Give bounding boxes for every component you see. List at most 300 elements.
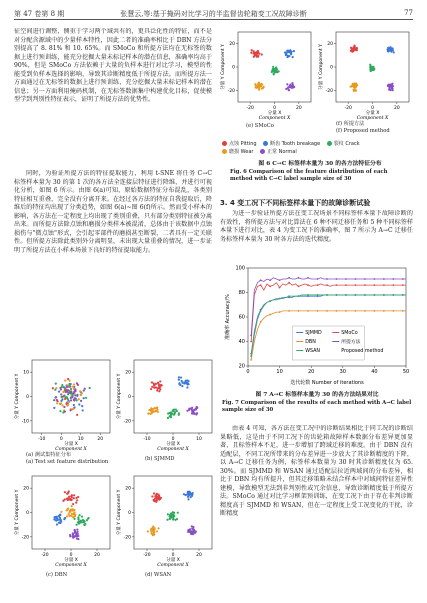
x-tick-label: 0 <box>171 437 175 442</box>
scatter-point <box>55 387 57 389</box>
series-point <box>336 284 338 286</box>
scatter-point <box>54 518 56 520</box>
scatter-point <box>257 50 259 52</box>
scatter-point <box>73 494 75 496</box>
scatter-point <box>60 393 62 395</box>
scatter-point <box>70 388 72 390</box>
scatter-point <box>69 385 71 387</box>
scatter-point <box>64 411 66 413</box>
x-axis-label: 分量 X <box>166 558 180 563</box>
y-tick-label: 0 <box>330 65 333 71</box>
scatter-point <box>81 405 83 407</box>
scatter-d <box>116 472 216 571</box>
legend-label: 点蚀 Pitting <box>229 141 257 147</box>
series-point <box>317 310 319 312</box>
scatter-point <box>261 53 263 55</box>
scatter-point <box>76 524 78 526</box>
scatter-point <box>60 511 62 513</box>
scatter-point <box>157 411 159 413</box>
scatter-point <box>53 516 55 518</box>
series-point <box>355 284 357 286</box>
scatter-point <box>56 402 58 404</box>
x-tick-label: 0 <box>371 106 374 111</box>
y-tick-label: 0 <box>26 395 29 400</box>
scatter-point <box>154 500 156 502</box>
journal-volume: 第 47 卷第 8 期 <box>14 10 65 18</box>
scatter-point <box>74 514 76 516</box>
page-number: 77 <box>404 9 413 17</box>
scatter-point <box>59 410 61 412</box>
paragraph: 由表 4 可知，各方法在变工况中的诊断结果相比于同工况的诊断结果略低，这是由于不同工况下的齿轮箱故障样本数据分布差异更加显著，且标签样本不足，进一步增加了跨域迁移的难度。由于 DBN 没有适配层，不同工况所带来的分布差异进一步放大了其诊断精度的下降，以 A→C 迁移任务为例，标签样本数量为 30 时其诊断精度仅为 65. 30%。而 SJMMD 和 WSAN 通过适配层拉近两域间的分布差异，相比于 DBN 均有所提升，但其迁移策略未结合样本中对域间特征差异性建模，导致模型无法到非判别性或冗余信息，导致诊断精度低于所提方法。SMoCo 通过对比学习框架预训练，在变工况下由于存在非判诊断精度高于 SJMMD 和 WSAN，但在一定程度上受工况变化的干扰，诊断精度 <box>220 425 413 517</box>
scatter-point <box>251 49 253 51</box>
x-axis-label: 迭代轮数 Number of iterations <box>290 380 364 386</box>
series-point <box>364 284 366 286</box>
series-point <box>345 284 347 286</box>
series-point <box>383 310 385 312</box>
scatter-c-svg <box>14 472 114 567</box>
x-tick-label: -20 <box>246 106 254 111</box>
scatter-point <box>388 85 390 87</box>
plot-frame <box>134 360 212 433</box>
x-tick-label: 0 <box>59 437 63 442</box>
x-tick-label: -20 <box>143 553 151 558</box>
series-point <box>269 300 271 302</box>
scatter-point <box>186 386 188 388</box>
scatter-point <box>61 404 63 406</box>
scatter-point <box>150 411 152 413</box>
scatter-point <box>167 417 169 419</box>
series-point <box>317 294 319 296</box>
y-tick-label: 60 <box>238 314 245 321</box>
scatter-point <box>195 413 197 415</box>
scatter-point <box>78 514 80 516</box>
scatter-point <box>76 529 78 531</box>
scatter-point <box>253 50 255 52</box>
scatter-point <box>353 90 355 92</box>
scatter-point <box>178 414 180 416</box>
right-column-text-2 <box>220 425 413 597</box>
legend-label: 磨损 Wear <box>229 149 254 155</box>
scatter-point <box>77 518 79 520</box>
scatter-point <box>63 518 65 520</box>
scatter-point <box>72 508 74 510</box>
scatter-point <box>66 515 68 517</box>
x-tick-label: 10 <box>77 437 84 442</box>
series-point <box>392 294 394 296</box>
scatter-point <box>156 389 158 391</box>
x-axis-label: 分量 X <box>64 442 78 447</box>
scatter-point <box>67 378 69 380</box>
scatter-point <box>77 538 79 540</box>
y-tick-label: 80 <box>238 290 245 297</box>
scatter-point <box>184 381 186 383</box>
y-tick-label: 20 <box>327 42 333 48</box>
scatter-point <box>172 410 174 412</box>
x-tick-label: 50 <box>402 369 410 375</box>
series-point <box>307 310 309 312</box>
scatter-point <box>196 407 198 409</box>
scatter-point <box>73 391 75 393</box>
scatter-point <box>293 50 295 52</box>
scatter-point <box>77 533 79 535</box>
fig6-legend <box>222 140 412 156</box>
series-point <box>392 310 394 312</box>
fig7-chart <box>222 262 412 392</box>
scatter-point <box>274 71 276 73</box>
scatter-point <box>63 406 65 408</box>
x-axis-label: 分量 X <box>267 111 282 116</box>
legend-label: 断齿 Tooth breakage <box>270 141 321 147</box>
series-point <box>269 279 271 281</box>
scatter-point <box>81 515 83 517</box>
scatter-point <box>181 385 183 387</box>
scatter-point <box>72 503 74 505</box>
scatter-point <box>56 400 58 402</box>
scatter-point <box>159 380 161 382</box>
scatter-point <box>393 51 395 53</box>
scatter-point <box>178 376 180 378</box>
scatter-point <box>56 523 58 525</box>
y-tick-label: 0 <box>26 511 29 516</box>
scatter-c-label: (c) DBN <box>46 572 68 578</box>
scatter-point <box>293 86 295 88</box>
scatter-point <box>69 498 71 500</box>
scatter-point <box>189 491 191 493</box>
series-point <box>326 294 328 296</box>
y-axis-label: 分量 Y Component Y <box>15 373 20 420</box>
y-tick-label: -20 <box>123 535 131 541</box>
scatter-f <box>318 28 413 124</box>
series-point <box>336 310 338 312</box>
scatter-point <box>158 390 160 392</box>
scatter-point <box>253 56 255 58</box>
scatter-point <box>177 512 179 514</box>
scatter-point <box>370 70 372 72</box>
scatter-point <box>63 386 65 388</box>
scatter-point <box>81 392 83 394</box>
series-point <box>288 310 290 312</box>
x-tick-label: 10 <box>276 369 283 375</box>
x-tick-label: 20 <box>94 553 100 558</box>
series-point <box>279 287 281 289</box>
scatter-d-svg <box>116 472 216 567</box>
scatter-c <box>14 472 114 571</box>
scatter-point <box>187 529 189 531</box>
series-point <box>336 278 338 280</box>
fig7-caption <box>222 392 412 415</box>
scatter-point <box>148 409 150 411</box>
scatter-point <box>82 409 84 411</box>
x-tick-label: 20 <box>295 106 302 111</box>
x-tick-label: 20 <box>196 553 202 558</box>
scatter-point <box>178 379 180 381</box>
x-axis-label-en: Component X <box>157 563 189 567</box>
scatter-point <box>286 83 288 85</box>
scatter-point <box>153 386 155 388</box>
series-point <box>355 310 357 312</box>
series-point <box>298 310 300 312</box>
scatter-point <box>63 395 65 397</box>
legend-crack <box>327 141 360 147</box>
scatter-point <box>85 397 87 399</box>
scatter-point <box>80 521 82 523</box>
plot-frame <box>32 476 110 549</box>
scatter-point <box>78 403 80 405</box>
scatter-point <box>288 89 290 91</box>
paragraph: 同时，为验证所提方法的特征提取能力，利用 t-SNE 将任务 C→C 标签样本量为 30 的第 1 次的各方法全连接层特征进行降维，并进行可视化分析，如图 6 所示。由图 6(a)可知，原始数据特征分布混乱，各类别特征相互重叠，完全没有分离开来。在经过各方法的特征自我提取后，降维后的特征均出现了分类趋势，如图 6(a)~图 6(f)所示。然而受小样本的影响，各方法在一定程度上均出现了类别重叠，只有部分类别特征被分离出来。而所提方法除点蚀和磨损分类样本被混淆，总体由于该数据中点蚀损伤与"微点蚀"形式，会引起零部件的磨损甚至断裂，二者具有一定关联性。但所提方法除此类别外分离明显，未出现大量重叠的情况，进一步证明了所提方法在小样本场景下良好的特征提取能力。 <box>14 170 212 254</box>
scatter-point <box>64 389 66 391</box>
scatter-point <box>69 510 71 512</box>
scatter-point <box>62 391 64 393</box>
series-point <box>326 310 328 312</box>
scatter-point <box>167 412 169 414</box>
series-point <box>298 295 300 297</box>
scatter-point <box>388 88 390 90</box>
scatter-point <box>289 51 291 53</box>
wear-marker <box>222 149 227 154</box>
series-point <box>269 314 271 316</box>
scatter-point <box>157 527 159 529</box>
scatter-point <box>176 518 178 520</box>
scatter-point <box>170 416 172 418</box>
crack-marker <box>327 141 332 146</box>
series-point <box>260 284 262 286</box>
scatter-point <box>260 85 262 87</box>
scatter-d-label: (d) WSAN <box>145 572 172 578</box>
scatter-point <box>192 410 194 412</box>
scatter-point <box>155 495 157 497</box>
series-point <box>345 310 347 312</box>
series-point <box>317 284 319 286</box>
series-point <box>279 279 281 281</box>
series-point <box>392 284 394 286</box>
scatter-point <box>82 521 84 523</box>
y-tick-label: -10 <box>21 419 29 425</box>
series-point <box>364 278 366 280</box>
series-point <box>307 294 309 296</box>
scatter-point <box>83 397 85 399</box>
series-point <box>279 298 281 300</box>
y-tick-label: 20 <box>229 42 235 48</box>
series-point <box>374 310 376 312</box>
scatter-point <box>258 89 260 91</box>
scatter-point <box>151 495 153 497</box>
series-point <box>345 294 347 296</box>
y-tick-label: 20 <box>23 486 29 492</box>
scatter-point <box>292 56 294 58</box>
left-column-text-2 <box>14 170 212 352</box>
scatter-point <box>73 383 75 385</box>
scatter-point <box>287 55 289 57</box>
y-axis-label: 准确率 Accuracy/% <box>225 294 231 340</box>
scatter-point <box>59 513 61 515</box>
y-tick-label: -20 <box>123 419 131 425</box>
scatter-point <box>354 86 356 88</box>
series-point <box>392 278 394 280</box>
scatter-point <box>190 496 192 498</box>
right-column-text-1 <box>220 210 413 262</box>
scatter-point <box>157 494 159 496</box>
x-tick-label: -10 <box>143 437 151 442</box>
scatter-point <box>58 515 60 517</box>
scatter-point <box>285 88 287 90</box>
scatter-point <box>76 414 78 416</box>
y-axis-label: 分量 Y Component Y <box>117 373 122 420</box>
scatter-f-svg <box>318 28 413 120</box>
series-point <box>402 278 404 280</box>
legend-label: DBN <box>305 340 316 345</box>
series-point <box>288 282 290 284</box>
series-point <box>298 277 300 279</box>
series-point <box>402 310 404 312</box>
scatter-point <box>150 388 152 390</box>
scatter-point <box>192 532 194 534</box>
scatter-point <box>54 397 56 399</box>
scatter-point <box>74 397 76 399</box>
x-axis-label-en: Component X <box>356 116 389 120</box>
series-point <box>364 310 366 312</box>
scatter-point <box>262 87 264 89</box>
scatter-a-label <box>26 452 116 465</box>
y-tick-label: -20 <box>21 535 29 541</box>
scatter-point <box>78 522 80 524</box>
scatter-point <box>70 399 72 401</box>
fig7-caption-cn: 图 7 A→C 标签样本量为 30 的各方法结果对比 <box>255 392 379 398</box>
scatter-point <box>70 515 72 517</box>
scatter-point <box>60 402 62 404</box>
x-axis-label: 分量 X <box>365 111 380 116</box>
series-point <box>317 278 319 280</box>
scatter-point <box>153 492 155 494</box>
scatter-point <box>352 83 354 85</box>
x-axis-label: 分量 X <box>166 442 180 447</box>
y-tick-label: 0 <box>128 511 131 516</box>
scatter-point <box>172 517 174 519</box>
scatter-point <box>68 380 70 382</box>
series-point <box>402 284 404 286</box>
x-tick-label: 10 <box>196 437 202 442</box>
scatter-point <box>271 71 273 73</box>
scatter-point <box>160 497 162 499</box>
y-tick-label: 20 <box>125 486 131 492</box>
scatter-point <box>84 388 86 390</box>
scatter-a-caption-en: (a) Test set feature distribution <box>26 458 109 465</box>
scatter-point <box>158 497 160 499</box>
series-point <box>250 341 252 343</box>
scatter-point <box>71 396 73 398</box>
scatter-point <box>156 406 158 408</box>
scatter-a-svg <box>14 356 114 451</box>
scatter-point <box>67 404 69 406</box>
left-column-text-1 <box>14 28 212 168</box>
scatter-point <box>175 408 177 410</box>
scatter-point <box>78 398 80 400</box>
x-axis-label-en: Component X <box>55 563 87 567</box>
scatter-point <box>154 384 156 386</box>
scatter-point <box>57 519 59 521</box>
scatter-point <box>68 496 70 498</box>
series-point <box>374 284 376 286</box>
y-tick-label: 20 <box>125 370 131 376</box>
scatter-b-svg <box>116 356 216 451</box>
scatter-point <box>188 383 190 385</box>
page-header <box>14 6 413 20</box>
legend-label: 裂纹 Crack <box>333 141 360 147</box>
scatter-point <box>60 396 62 398</box>
scatter-point <box>66 396 68 398</box>
x-tick-label: 0 <box>171 553 175 558</box>
scatter-point <box>61 386 63 388</box>
fig6-caption <box>230 161 410 184</box>
scatter-point <box>61 398 63 400</box>
scatter-point <box>61 384 63 386</box>
y-tick-label: 100 <box>235 265 245 272</box>
scatter-a <box>14 356 114 455</box>
x-axis-label: 分量 X <box>64 558 78 563</box>
y-tick-label: 40 <box>238 339 245 346</box>
fig6-caption-en: Fig. 6 Comparison of the feature distribution of each method with C→C label sample size of 30 <box>230 168 388 182</box>
scatter-point <box>64 491 66 493</box>
scatter-point <box>73 497 75 499</box>
scatter-point <box>80 400 82 402</box>
x-tick-label: 20 <box>393 106 400 111</box>
scatter-point <box>73 406 75 408</box>
scatter-point <box>178 383 180 385</box>
scatter-point <box>390 49 392 51</box>
legend-wear <box>222 149 253 155</box>
x-tick-label: 0 <box>273 106 276 111</box>
series-point <box>260 321 262 323</box>
scatter-point <box>191 525 193 527</box>
scatter-point <box>191 492 193 494</box>
y-axis-label: 分量 Y Component Y <box>319 44 324 90</box>
scatter-point <box>147 530 149 532</box>
scatter-point <box>273 72 275 74</box>
scatter-point <box>151 531 153 533</box>
scatter-point <box>256 85 258 87</box>
scatter-point <box>76 382 78 384</box>
series-point <box>383 294 385 296</box>
scatter-point <box>170 513 172 515</box>
section-heading-3-4: 3. 4 变工况下不同标签样本量下的故障诊断试验 <box>220 199 371 207</box>
scatter-point <box>187 498 189 500</box>
series-point <box>307 284 309 286</box>
scatter-point <box>71 505 73 507</box>
legend-normal <box>260 149 297 155</box>
scatter-point <box>369 64 371 66</box>
x-tick-label: 0 <box>246 369 250 375</box>
scatter-point <box>193 530 195 532</box>
scatter-point <box>59 519 61 521</box>
scatter-point <box>66 493 68 495</box>
series-point <box>326 284 328 286</box>
scatter-point <box>72 534 74 536</box>
scatter-point <box>76 499 78 501</box>
scatter-point <box>151 386 153 388</box>
scatter-point <box>187 380 189 382</box>
scatter-point <box>60 388 62 390</box>
scatter-point <box>182 381 184 383</box>
series-point <box>364 294 366 296</box>
scatter-point <box>149 413 151 415</box>
scatter-point <box>185 494 187 496</box>
scatter-point <box>72 386 74 388</box>
y-axis-label: 分量 Y Component Y <box>117 489 122 536</box>
scatter-point <box>58 390 60 392</box>
scatter-point <box>287 50 289 52</box>
scatter-point <box>254 52 256 54</box>
scatter-point <box>257 55 259 57</box>
